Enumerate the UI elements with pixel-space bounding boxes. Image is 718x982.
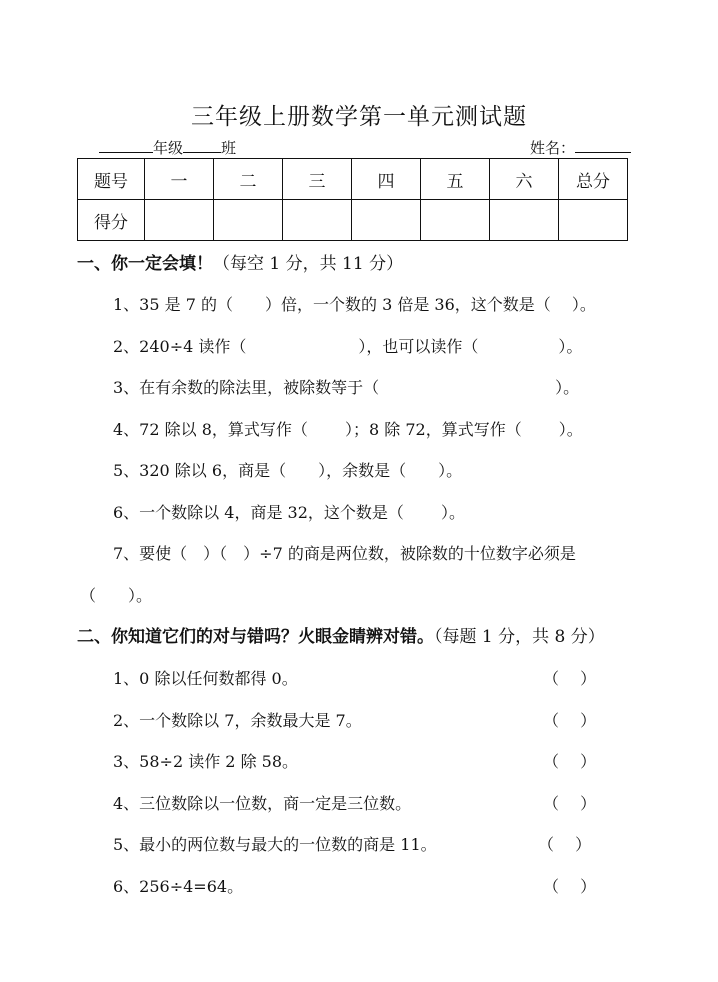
score-cell-5[interactable]: [420, 200, 489, 241]
section2-answer-1[interactable]: （ ）: [543, 669, 597, 688]
page-title: 三年级上册数学第一单元测试题: [191, 104, 527, 130]
name-blank[interactable]: [575, 136, 631, 153]
name-label: 姓名：: [529, 139, 575, 157]
student-info-row: [99, 136, 631, 156]
class-label: 班: [221, 139, 237, 157]
section2-item-4: 4、三位数除以一位数，商一定是三位数。: [113, 794, 412, 813]
score-table: [77, 158, 628, 241]
section1-item-5: 5、320 除以 6，商是（ ），余数是（ ）。: [113, 461, 463, 480]
score-table-header-row: [78, 159, 628, 200]
section2-answer-3[interactable]: （ ）: [543, 752, 597, 771]
score-row-label: 得分: [78, 200, 145, 241]
grade-class-field: [99, 136, 236, 158]
grade-label: 年级: [153, 139, 184, 157]
section2-item-5: 5、最小的两位数与最大的一位数的商是 11。: [113, 835, 437, 854]
section1-item-1: 1、35 是 7 的（ ）倍，一个数的 3 倍是 36，这个数是（ ）。: [113, 295, 596, 314]
section1-item-2: 2、240÷4 读作（ ），也可以读作（ ）。: [113, 337, 583, 356]
section2-answer-5[interactable]: （ ）: [538, 835, 592, 854]
score-cell-1[interactable]: [145, 200, 214, 241]
score-cell-3[interactable]: [283, 200, 352, 241]
section1-heading: [77, 252, 403, 276]
score-cell-total[interactable]: [558, 200, 627, 241]
grade-blank[interactable]: [99, 136, 153, 153]
score-cell-4[interactable]: [351, 200, 420, 241]
header-cell-2: 二: [214, 159, 283, 200]
section1-item-4: 4、72 除以 8，算式写作（ ）；8 除 72，算式写作（ ）。: [113, 420, 583, 439]
header-cell-6: 六: [489, 159, 558, 200]
score-cell-2[interactable]: [214, 200, 283, 241]
class-blank[interactable]: [183, 136, 221, 153]
section1-item-6: 6、一个数除以 4，商是 32，这个数是（ ）。: [113, 503, 465, 522]
section2-item-1: 1、0 除以任何数都得 0。: [113, 669, 298, 688]
section2-item-3: 3、58÷2 读作 2 除 58。: [113, 752, 299, 771]
section1-item-7-continuation: （ ）。: [80, 586, 153, 605]
section1-note: （每空 1 分，共 11 分）: [213, 254, 404, 274]
section2-item-6: 6、256÷4=64。: [113, 877, 244, 896]
header-cell-total: 总分: [558, 159, 627, 200]
header-cell-1: 一: [145, 159, 214, 200]
header-cell-4: 四: [351, 159, 420, 200]
section2-answer-2[interactable]: （ ）: [543, 711, 597, 730]
section1-item-3: 3、在有余数的除法里，被除数等于（ ）。: [113, 378, 580, 397]
section2-item-2: 2、一个数除以 7，余数最大是 7。: [113, 711, 362, 730]
section2-heading: [77, 625, 605, 649]
header-cell-5: 五: [420, 159, 489, 200]
section2-title: 二、你知道它们的对与错吗？火眼金睛辨对错。: [77, 627, 434, 647]
header-cell-question-no: 题号: [78, 159, 145, 200]
score-table-score-row: [78, 200, 628, 241]
header-cell-3: 三: [283, 159, 352, 200]
section2-answer-4[interactable]: （ ）: [543, 794, 597, 813]
section1-item-7: 7、要使（ ）（ ）÷7 的商是两位数，被除数的十位数字必须是: [113, 544, 576, 563]
section2-answer-6[interactable]: （ ）: [543, 877, 597, 896]
name-field: [530, 136, 631, 158]
score-cell-6[interactable]: [489, 200, 558, 241]
section1-title: 一、你一定会填！: [77, 254, 213, 274]
section2-note: （每题 1 分，共 8 分）: [434, 627, 605, 647]
